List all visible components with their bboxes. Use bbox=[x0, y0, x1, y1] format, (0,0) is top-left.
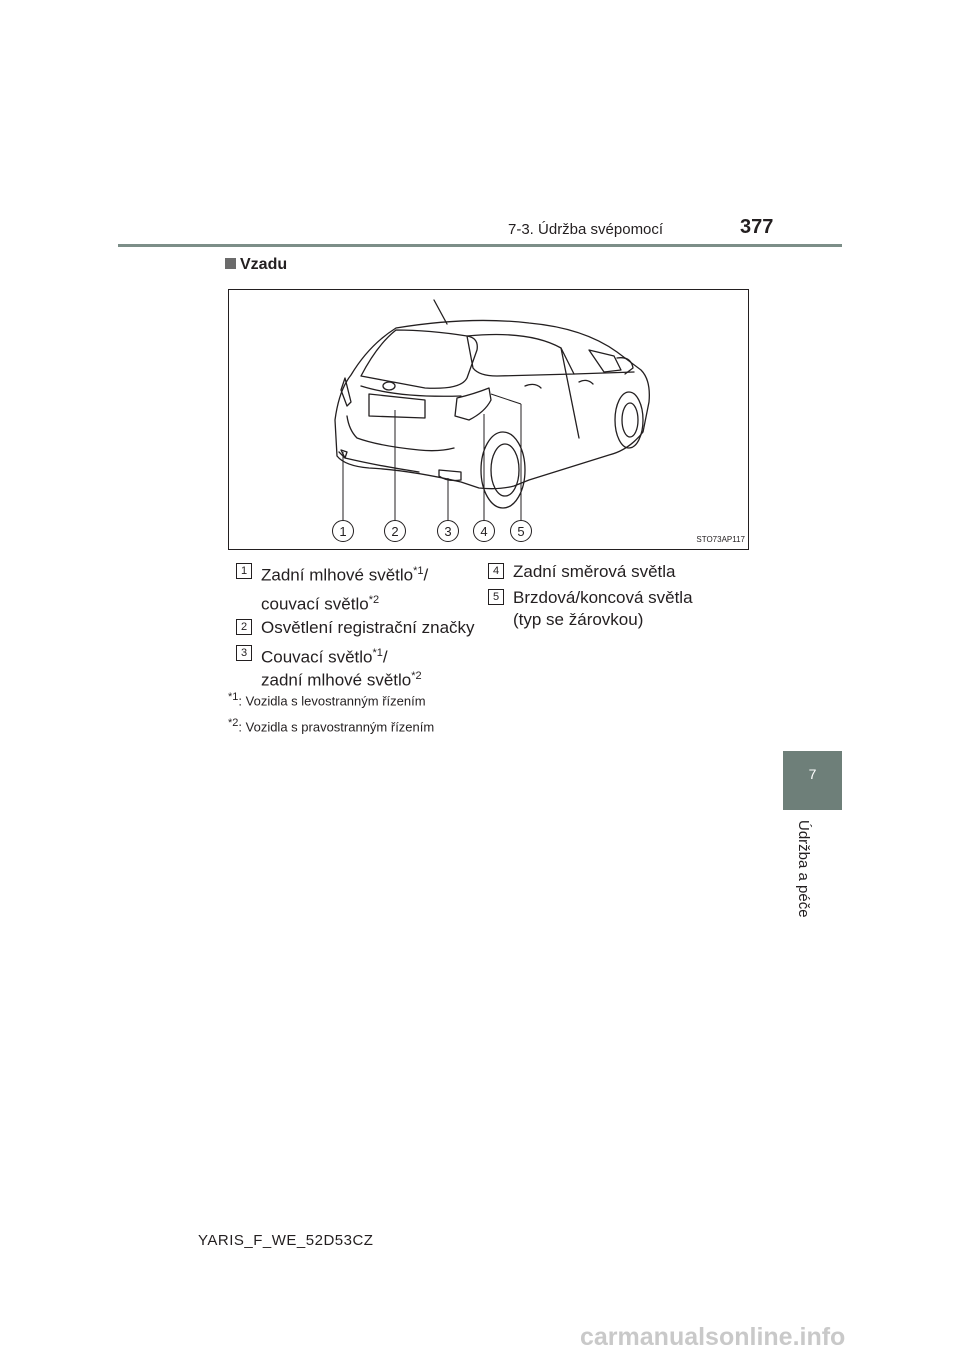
footnote-1: $^{*1}$: Vozidla s levostranným řízením bbox=[228, 691, 426, 709]
document-code: YARIS_F_WE_52D53CZ bbox=[198, 1232, 374, 1249]
item-1-line-2: couvací světlo$^{*2}$ bbox=[261, 594, 380, 614]
item-5-line-2: (typ se žárovkou) bbox=[513, 610, 644, 629]
item-number-3: 3 bbox=[236, 645, 252, 661]
watermark: carmanualsonline.info bbox=[580, 1323, 846, 1351]
header-section-title: 7-3. Údržba svépomocí bbox=[508, 221, 664, 238]
item-2-line-1: Osvětlení registrační značky bbox=[261, 618, 475, 637]
chapter-tab-label: Údržba a péče bbox=[795, 820, 812, 918]
callout-2: 2 bbox=[391, 524, 399, 539]
callout-1: 1 bbox=[339, 524, 347, 539]
page-number: 377 bbox=[740, 216, 774, 238]
figure-code: STO73AP117 bbox=[696, 535, 745, 544]
item-3-line-1: Couvací světlo$^{*1}$/ bbox=[261, 647, 388, 667]
item-number-4: 4 bbox=[488, 563, 504, 579]
item-number-2: 2 bbox=[236, 619, 252, 635]
callout-3: 3 bbox=[444, 524, 452, 539]
item-4-line-1: Zadní směrová světla bbox=[513, 562, 676, 581]
footnote-2: $^{*2}$: Vozidla s pravostranným řízením bbox=[228, 717, 435, 735]
item-3-line-2: zadní mlhové světlo$^{*2}$ bbox=[261, 670, 422, 690]
header-rule bbox=[118, 244, 842, 247]
callout-5: 5 bbox=[517, 524, 525, 539]
chapter-tab-number: 7 bbox=[808, 766, 817, 782]
item-number-1: 1 bbox=[236, 563, 252, 579]
car-rear-drawing bbox=[229, 290, 748, 549]
item-number-5: 5 bbox=[488, 589, 504, 605]
item-5-line-1: Brzdová/koncová světla bbox=[513, 588, 693, 607]
square-bullet-icon bbox=[225, 258, 236, 269]
callout-4: 4 bbox=[480, 524, 488, 539]
item-1-line-1: Zadní mlhové světlo$^{*1}$/ bbox=[261, 565, 429, 585]
section-heading bbox=[225, 256, 287, 274]
car-rear-illustration bbox=[228, 289, 749, 550]
section-heading-text: Vzadu bbox=[240, 256, 288, 273]
